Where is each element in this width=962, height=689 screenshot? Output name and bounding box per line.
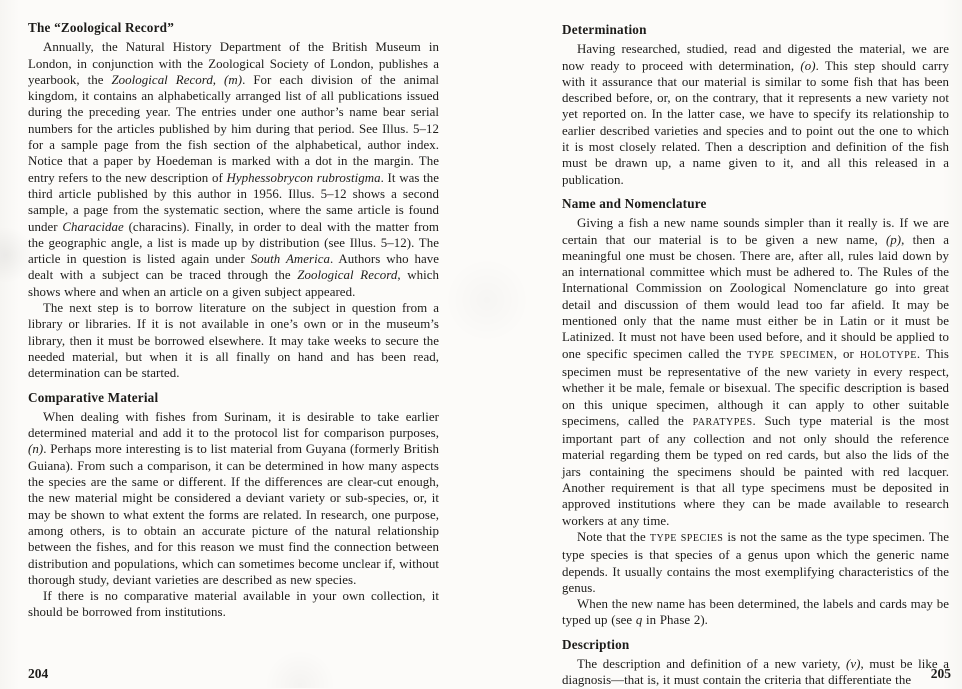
text-run: If there is no comparative material available in your own collection, it should be borrowed from institutions.	[28, 589, 439, 620]
page-number-left: 204	[28, 666, 49, 681]
text-run: , then a meaningful one must be chosen. There are, after all, rules laid down by an international committee which must be adhered to. The Rules of the International Commission on Zoological Nomenclature go into great detail and discussion of them would lead too far afield. It may be mentioned only that the name must either be in Latin or it must be Latinized. It must not have been used before, and it should be applied to one specific specimen called the	[562, 232, 949, 361]
text-run: When the new name has been determined, the labels and cards may be typed up (see	[562, 597, 949, 628]
paragraph	[28, 588, 439, 621]
paragraph	[562, 596, 949, 629]
italic-text-run: Zoological Record	[297, 268, 398, 283]
text-run: The next step is to borrow literature on the subject in question from a library or libraries. If it is not available in one’s own or in the museum’s library, then it must be borrowed elsewhere. It may take weeks to secure the needed material, but when it is all finally on hand and has been read, determination can be started.	[28, 301, 439, 381]
text-run: , must be like a diagnosis—that is, it must contain the criteria that differentiate the	[562, 656, 949, 688]
italic-text-run: Characidae	[62, 219, 124, 234]
text-run: Annually, the Natural History Department of the British Museum in London, in conjunction with the Zoological Society of London, publishes a yearbook, the	[28, 40, 439, 87]
text-run: . For each division of the animal kingdom, it contains an alphabetically arranged list of all publications issued during the preceding year. The entries under one author’s name bear serial numbers for the articles published by him during that period. See Illus. 5–12 for a sample page from the fish section of the alphabetical, author index. Notice that a paper by Hoedeman is marked with a dot in the margin. The entry refers to the new description of	[28, 72, 440, 185]
italic-text-run: (p)	[885, 232, 902, 247]
text-run: , which shows where and when an article on a given subject appeared.	[28, 268, 439, 299]
text-run: . It was the third article published by this author in 1956. Illus. 5–12 shows a second sample, a page from the systematic section, where the same article is found under	[28, 170, 439, 234]
text-run: Giving a fish a new name sounds simpler than it really is. If we are certain that our material is to be given a new name,	[562, 216, 949, 247]
page-number-right: 205	[930, 666, 951, 681]
section-heading: The “Zoological Record”	[28, 20, 174, 35]
text-run: , or	[833, 346, 860, 361]
page-left-text-column	[28, 20, 439, 621]
italic-text-run: (o)	[800, 58, 816, 73]
text-run: . Perhaps more interesting is to list material from Guyana (formerly British Guiana). From such a comparison, it can be determined in how many aspects the species are the same or different. If the differences are clear-cut enough, the new material might be considered a deviant variety or sub-species, or, it may be shown to what extent the forms are related. In research, one purpose, among others, is to obtain an accurate picture of the natural relationship between the fishes, and for this reason we must find the connection between distribution and populations, which can sometimes become unclear if, without thorough study, deviant varieties are described as new species.	[28, 442, 439, 587]
italic-text-run: Zoological Record, (m)	[111, 72, 243, 87]
text-run: . Authors who have dealt with a subject can be traced through the	[28, 252, 439, 283]
text-run: When dealing with fishes from Surinam, it is desirable to take earlier determined material and add it to the protocol list for comparison purposes,	[28, 409, 439, 441]
italic-text-run: q	[635, 613, 643, 628]
italic-text-run: Hyphessobrycon rubrostigma	[226, 170, 381, 185]
paragraph	[562, 41, 949, 188]
section-heading: Comparative Material	[28, 389, 159, 405]
text-run: is not the same as the type specimen. The type species is that species of a genus upon which the generic name depends. It usually contains the most exemplifying characteristics of the genus.	[562, 529, 949, 595]
text-run: . This step should carry with it assurance that our material is similar to some fish that has been described before, or, on the contrary, that it represents a new variety not yet reported on. In the latter case, we have to specify its relationship to earlier described varieties and species and to point out the one to which it is most closely related. Then a description and definition of the fish must be drawn up, a name given to it, and all this released in a publication.	[562, 58, 949, 187]
small-caps-text-run: HOLOTYPE	[859, 349, 917, 361]
paragraph	[28, 39, 439, 300]
italic-text-run: South America	[250, 252, 330, 267]
small-caps-text-run: PARATYPES	[692, 416, 753, 428]
section-heading: Name and Nomenclature	[562, 195, 707, 211]
text-run: (characins). Finally, in order to deal with the matter from the geographic angle, a list is made up by distribution (see Illus. 5–12). The article in question is listed again under	[28, 219, 439, 267]
page-right-text-column	[562, 22, 949, 689]
text-run: in Phase 2).	[642, 613, 708, 628]
text-run: . This specimen must be representative of the new variety in every respect, whether it be male, female or bisexual. The specific description is based on this unique specimen, although it can apply to other suitable specimens, called the	[562, 346, 949, 428]
paragraph	[562, 529, 949, 596]
paragraph	[562, 656, 949, 689]
text-run: Having researched, studied, read and digested the material, we are now ready to proceed with determination,	[562, 42, 949, 73]
section-heading: Determination	[562, 22, 647, 37]
italic-text-run: (n)	[28, 442, 44, 457]
text-run: Note that the	[577, 529, 650, 544]
section-heading: Description	[562, 636, 630, 652]
paragraph	[28, 300, 439, 381]
text-run: The description and definition of a new variety,	[577, 656, 847, 671]
paragraph	[562, 215, 949, 529]
italic-text-run: (v)	[846, 656, 861, 671]
small-caps-text-run: TYPE SPECIES	[649, 532, 724, 544]
text-run: . Such type material is the most important part of any collection and not only should the reference material regarding them be typed on red cards, but also the lids of the jars containing the specimens should be painted with red lacquer. Another requirement is that all type specimens must be deposited in approved institutions where they can be made available to research workers at any time.	[562, 413, 949, 528]
small-caps-text-run: TYPE SPECIMEN	[747, 349, 834, 361]
paragraph	[28, 409, 439, 588]
